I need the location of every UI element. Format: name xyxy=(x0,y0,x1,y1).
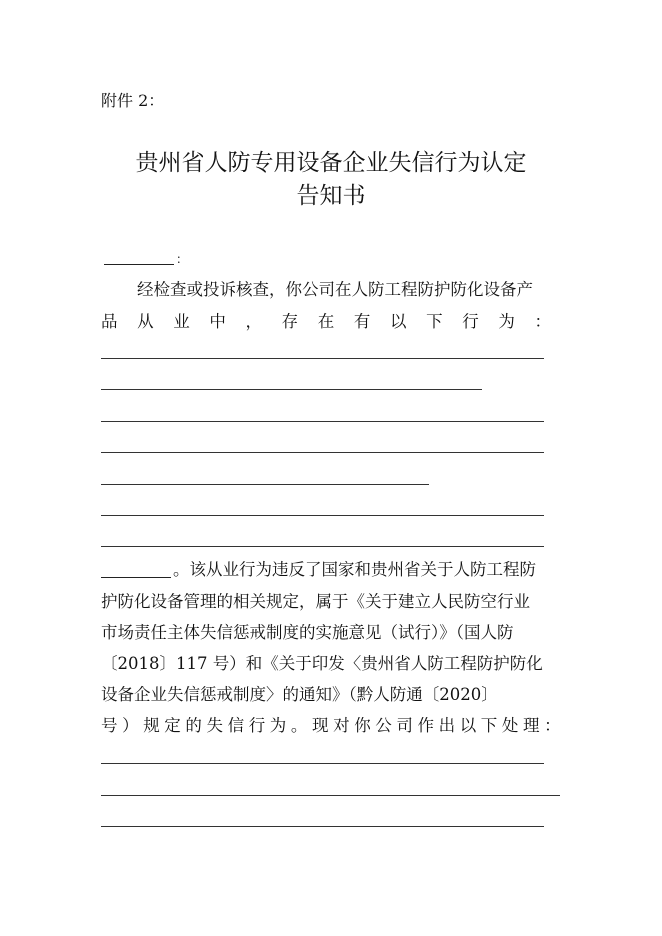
paragraph-2-line-3: 市场责任主体失信惩戒制度的实施意见（试行）》（国人防 xyxy=(101,623,514,642)
char: 品 xyxy=(101,312,118,331)
fill-in-line xyxy=(101,826,544,827)
fill-in-line xyxy=(101,763,544,764)
char: 有 xyxy=(353,312,371,331)
behavior-summary-blank-line xyxy=(101,577,171,578)
paragraph-1-line-1: 经检查或投诉核查，你公司在人防工程防护防化设备产 xyxy=(137,280,533,299)
paragraph-2-line-2: 护防化设备管理的相关规定，属于《关于建立人民防空行业 xyxy=(101,592,530,611)
fill-in-line xyxy=(101,484,429,485)
document-title-line-1: 贵州省人防专用设备企业失信行为认定 xyxy=(135,150,527,176)
addressee-blank-line xyxy=(104,264,174,265)
paragraph-1-line-2 xyxy=(101,312,551,332)
char: 从 xyxy=(137,312,154,331)
char: 在 xyxy=(317,312,335,331)
char: 以 xyxy=(390,312,407,331)
attachment-label: 附件 2： xyxy=(101,91,165,110)
char: ， xyxy=(245,312,262,331)
fill-in-line xyxy=(101,515,544,516)
fill-in-line xyxy=(101,795,560,796)
paragraph-2-line-1: 。该从业行为违反了国家和贵州省关于人防工程防 xyxy=(173,560,536,579)
paragraph-2-line-6: 号）规定的失信行为。现对你公司作出以下处理： xyxy=(101,716,566,735)
fill-in-line xyxy=(101,546,544,547)
char: 中 xyxy=(209,312,226,331)
char: 下 xyxy=(426,312,443,331)
char: ： xyxy=(534,312,551,331)
fill-in-line xyxy=(101,421,544,422)
char: 行 xyxy=(462,312,479,331)
char: 存 xyxy=(281,312,299,331)
fill-in-line xyxy=(101,452,544,453)
paragraph-2-line-5: 设备企业失信惩戒制度〉的通知》（黔人防通〔2020〕 xyxy=(101,685,498,704)
fill-in-line xyxy=(101,358,544,359)
char: 为 xyxy=(498,312,515,331)
addressee-colon: ： xyxy=(176,252,189,266)
paragraph-2-line-4: 〔2018〕117 号）和《关于印发〈贵州省人防工程防护防化 xyxy=(101,654,543,673)
document-title-line-2: 告知书 xyxy=(296,183,366,209)
fill-in-line xyxy=(101,389,482,390)
char: 业 xyxy=(173,312,190,331)
